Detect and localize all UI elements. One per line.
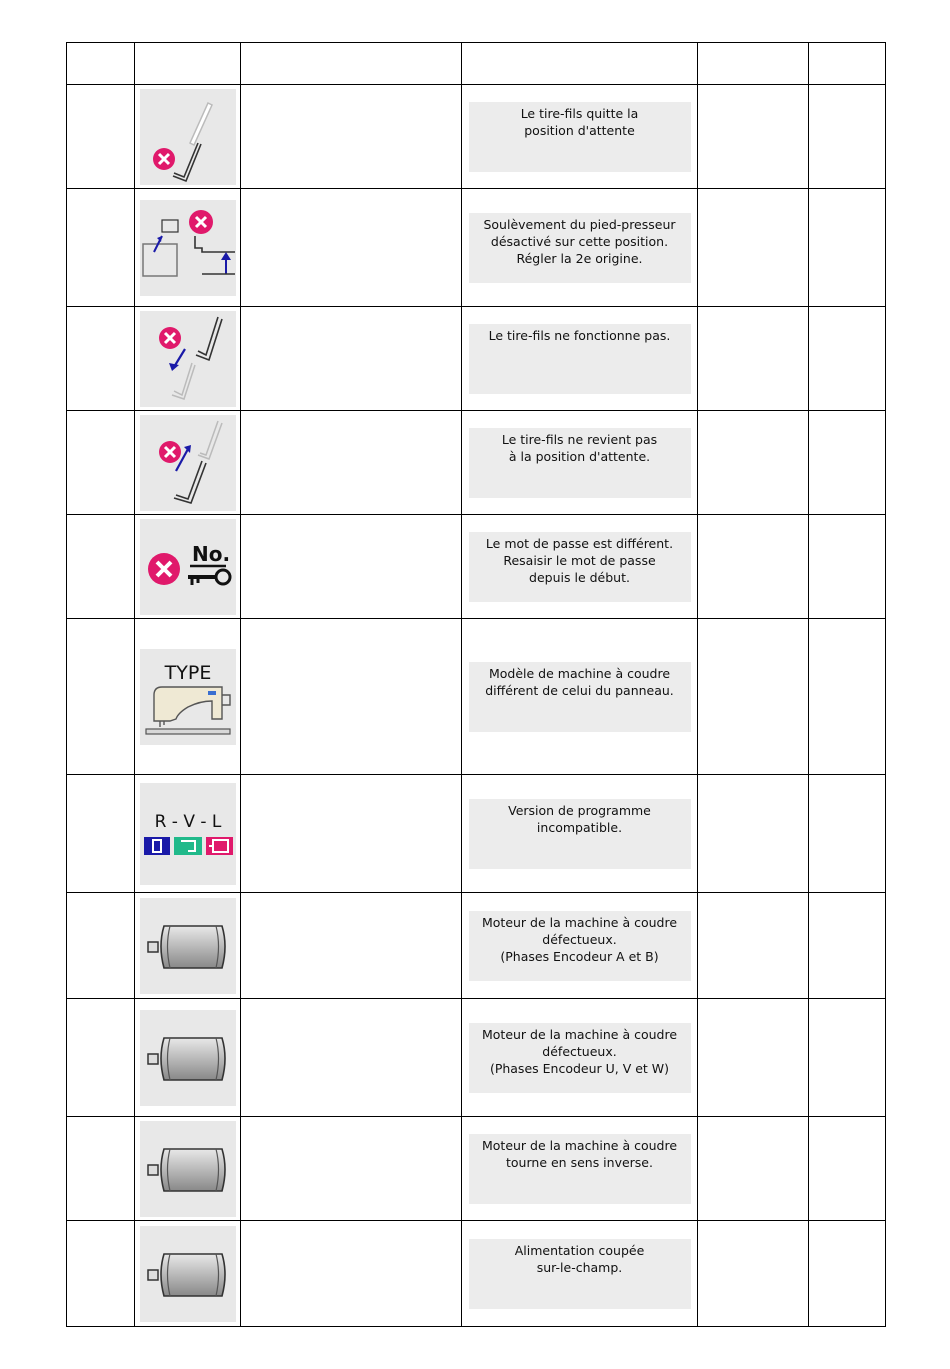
header-cell (462, 43, 698, 85)
error-message: Modèle de machine à coudre différent de celui du panneau. (469, 662, 691, 732)
table-row (67, 775, 886, 893)
table-row (67, 411, 886, 515)
motor-icon (140, 898, 236, 994)
table-row (67, 85, 886, 189)
version-label: R - V - L (154, 811, 221, 832)
header-cell (241, 43, 462, 85)
thread-wiper-leave-standby-icon (140, 89, 236, 185)
table-row (67, 189, 886, 307)
thread-wiper-not-working-icon (140, 311, 236, 407)
table-row (67, 1221, 886, 1327)
key-number-label: No. (191, 541, 230, 566)
motor-icon (140, 1226, 236, 1322)
error-message: Moteur de la machine à coudre tourne en sens inverse. (469, 1134, 691, 1204)
error-message: Le mot de passe est différent. Resaisir le mot de passe depuis le début. (469, 532, 691, 602)
password-key-error-icon (140, 519, 236, 615)
error-message: Alimentation coupée sur-le-champ. (469, 1239, 691, 1309)
header-cell (698, 43, 809, 85)
header-cell (135, 43, 241, 85)
thread-wiper-not-returning-icon (140, 415, 236, 511)
header-cell (67, 43, 135, 85)
error-message: Version de programme incompatible. (469, 799, 691, 869)
table-row (67, 1117, 886, 1221)
error-message: Le tire-fils ne revient pas à la position d'attente. (469, 428, 691, 498)
error-message: Moteur de la machine à coudre défectueux. (Phases Encodeur A et B) (469, 911, 691, 981)
table-row (67, 619, 886, 775)
table-row (67, 515, 886, 619)
program-version-icon (140, 783, 236, 885)
table-row (67, 893, 886, 999)
table-row (67, 999, 886, 1117)
error-message: Le tire-fils ne fonctionne pas. (469, 324, 691, 394)
motor-icon (140, 1121, 236, 1217)
type-label: TYPE (164, 661, 211, 684)
error-message: Moteur de la machine à coudre défectueux. (Phases Encodeur U, V et W) (469, 1023, 691, 1093)
header-cell (809, 43, 886, 85)
sewing-machine-type-icon (140, 649, 236, 745)
error-message: Le tire-fils quitte la position d'attente (469, 102, 691, 172)
motor-icon (140, 1010, 236, 1106)
table-header-row (67, 43, 886, 85)
error-table (66, 42, 886, 1327)
error-message: Soulèvement du pied-presseur désactivé sur cette position. Régler la 2e origine. (469, 213, 691, 283)
table-row (67, 307, 886, 411)
presser-foot-lift-disabled-icon (140, 200, 236, 296)
